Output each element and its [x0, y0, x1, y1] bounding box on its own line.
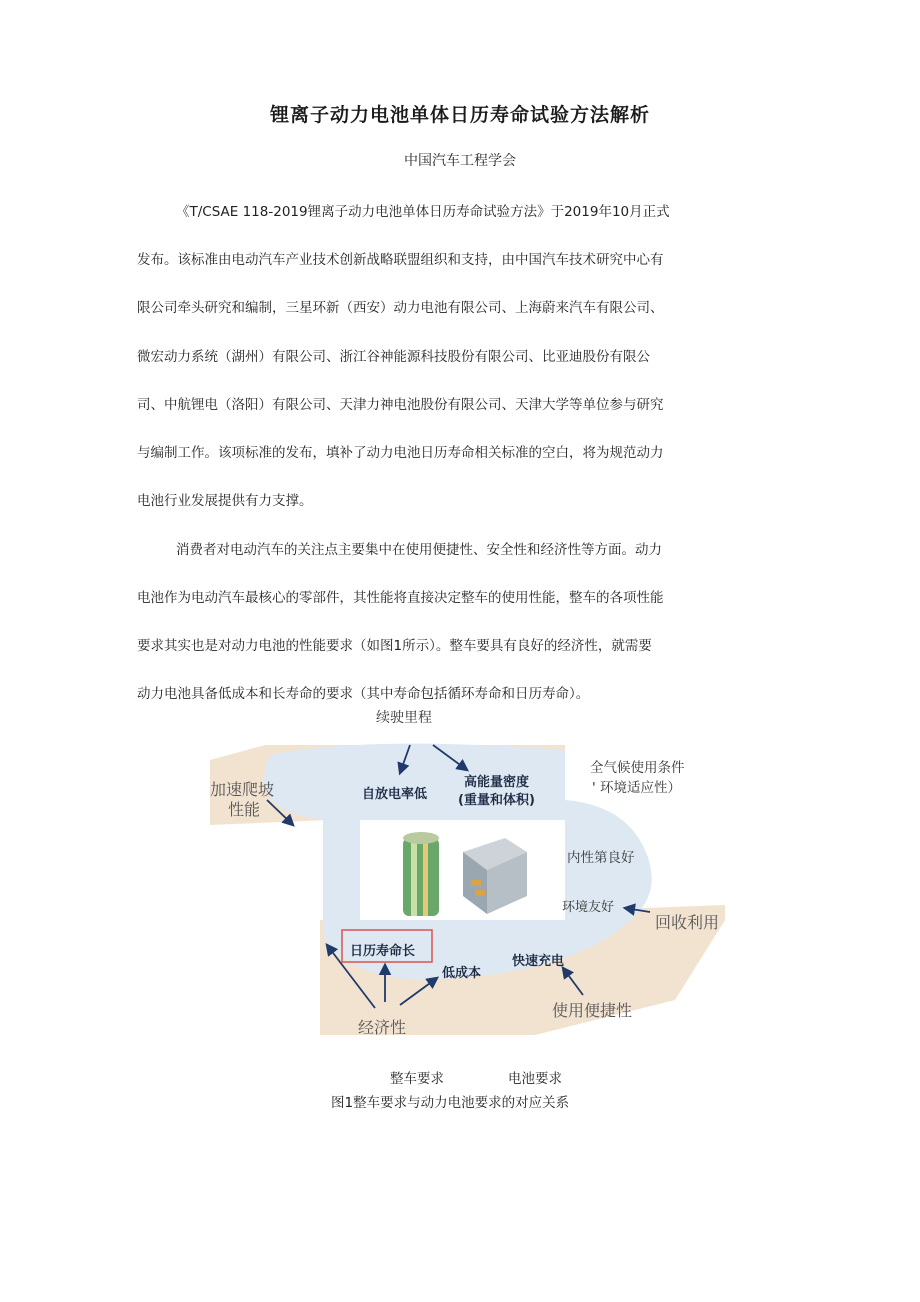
paragraph1-line: 限公司牵头研究和编制，三星环新（西安）动力电池有限公司、上海蔚来汽车有限公司、: [137, 300, 664, 316]
label-energy-density-1: 高能量密度: [464, 775, 530, 790]
label-climate-1: 全气候使用条件: [590, 760, 685, 776]
paragraph2-line: 动力电池具备低成本和长寿命的要求（其中寿命包括循环寿命和日历寿命）。: [137, 686, 590, 702]
document-author: 中国汽车工程学会: [404, 153, 516, 169]
label-energy-density-2: (重量和体积): [458, 793, 535, 808]
paragraph2-line: 要求其实也是对动力电池的性能要求（如图1所示）。整车要具有良好的经济性，就需要: [137, 638, 652, 654]
center-box: [360, 820, 565, 920]
paragraph1-line: 司、中航锂电（洛阳）有限公司、天津力神电池股份有限公司、天津大学等单位参与研究: [137, 397, 664, 413]
document-title: 锂离子动力电池单体日历寿命试验方法解析: [269, 104, 650, 126]
label-self-discharge: 自放电率低: [362, 787, 428, 802]
label-recycle: 回收利用: [655, 913, 720, 932]
paragraph1-line: 《T/CSAE 118-2019锂离子动力电池单体日历寿命试验方法》于2019年10月正式: [176, 204, 670, 220]
paragraph1-line: 发布。该标准由电动汽车产业技术创新战略联盟组织和支持，由中国汽车技术研究中心有: [137, 252, 664, 268]
figure-label-range: 续驶里程: [376, 710, 432, 726]
label-climb-2: 性能: [228, 800, 261, 819]
paragraph1-line: 微宏动力系统（湖州）有限公司、浙江谷神能源科技股份有限公司、比亚迪股份有限公: [137, 349, 650, 365]
legend-vehicle: 整车要求: [390, 1071, 444, 1087]
label-convenience: 使用便捷性: [552, 1001, 633, 1020]
label-climate-2: ' 环境适应性）: [592, 780, 682, 796]
label-inner-good: 内性第良好: [567, 850, 635, 866]
cylinder-cell-icon: [403, 832, 439, 916]
paragraph2-line: 电池作为电动汽车最核心的零部件，其性能将直接决定整车的使用性能，整车的各项性能: [137, 590, 664, 606]
label-fast-charge: 快速充电: [512, 954, 565, 969]
figure-caption: 图1整车要求与动力电池要求的对应关系: [331, 1095, 570, 1111]
legend-battery: 电池要求: [508, 1071, 562, 1087]
label-low-cost: 低成本: [442, 966, 482, 981]
label-env-friendly: 环境友好: [562, 900, 615, 915]
label-economy: 经济性: [358, 1018, 407, 1037]
label-calendar-life: 日历寿命长: [350, 944, 416, 959]
label-climb-1: 加速爬坡: [210, 780, 275, 799]
paragraph1-line: 与编制工作。该项标准的发布，填补了动力电池日历寿命相关标准的空白，将为规范动力: [137, 445, 664, 461]
paragraph2-line: 消费者对电动汽车的关注点主要集中在使用便捷性、安全性和经济性等方面。动力: [176, 542, 662, 558]
paragraph1-line: 电池行业发展提供有力支撑。: [137, 493, 313, 509]
